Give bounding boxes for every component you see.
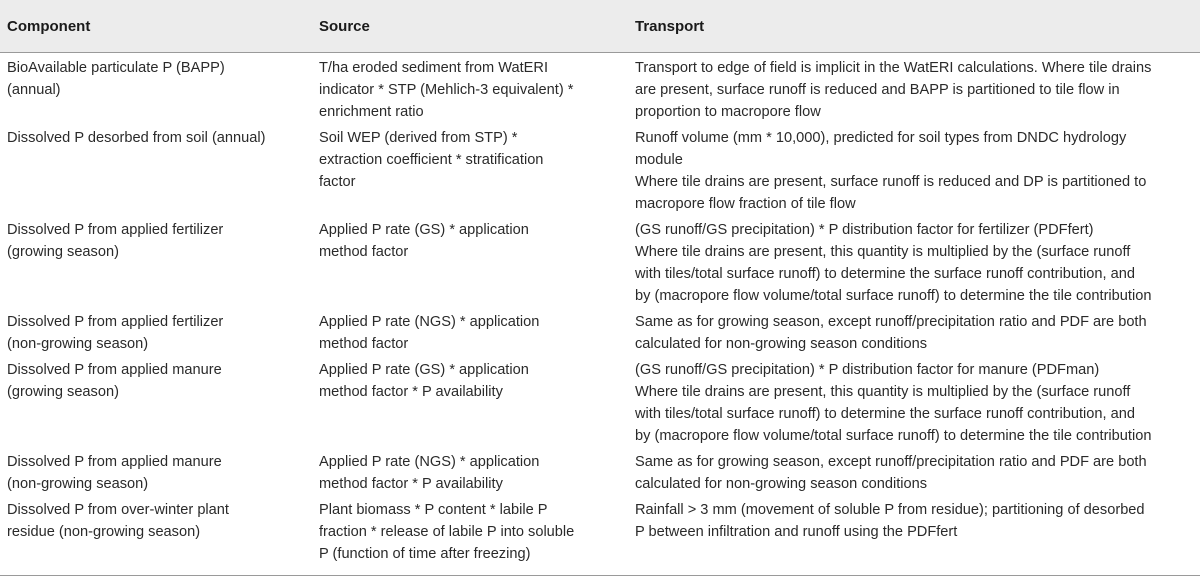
cell-text-line: factor	[319, 174, 356, 190]
cell-text-line: Transport to edge of field is implicit in the WatERI calculations. Where tile drains	[635, 60, 1152, 76]
cell-text-line: calculated for non-growing season conditions	[635, 476, 928, 492]
table-body	[0, 53, 1200, 567]
table-row	[0, 356, 1200, 448]
cell-text-line: method factor * P availability	[319, 384, 503, 400]
component-cell	[0, 216, 316, 308]
cell-text-line: Dissolved P from applied manure	[7, 454, 222, 470]
cell-text-line: Dissolved P from applied fertilizer	[7, 314, 224, 330]
cell-text-line: method factor	[319, 244, 409, 260]
header-source: Source	[316, 0, 632, 53]
cell-text-line: Runoff volume (mm * 10,000), predicted for soil types from DNDC hydrology	[635, 130, 1127, 146]
cell-text-line: Plant biomass * P content * labile P	[319, 502, 548, 518]
cell-text-line: are present, surface runoff is reduced and BAPP is partitioned to tile flow in	[635, 82, 1120, 98]
table-row	[0, 124, 1200, 216]
source-cell	[316, 53, 632, 125]
table-row	[0, 448, 1200, 496]
cell-text-line: method factor	[319, 336, 409, 352]
cell-text-line: (annual)	[7, 82, 61, 98]
cell-text-line: Applied P rate (NGS) * application	[319, 314, 540, 330]
component-cell	[0, 308, 316, 356]
header-component: Component	[0, 0, 316, 53]
table-row	[0, 308, 1200, 356]
cell-text-line: (GS runoff/GS precipitation) * P distribution factor for fertilizer (PDFfert)	[635, 222, 1094, 238]
table-row	[0, 496, 1200, 566]
cell-text-line: (growing season)	[7, 244, 119, 260]
cell-text-line: module	[635, 152, 683, 168]
header-row	[0, 0, 1200, 53]
cell-text-line: Dissolved P from over-winter plant	[7, 502, 229, 518]
cell-text-line: extraction coefficient * stratification	[319, 152, 544, 168]
component-cell	[0, 496, 316, 566]
cell-text-line: method factor * P availability	[319, 476, 503, 492]
header-transport: Transport	[632, 0, 1200, 53]
source-cell	[316, 356, 632, 448]
cell-text-line: macropore flow fraction of tile flow	[635, 196, 856, 212]
cell-text-line: P between infiltration and runoff using the PDFfert	[635, 524, 958, 540]
cell-text-line: Where tile drains are present, this quantity is multiplied by the (surface runoff	[635, 244, 1131, 260]
transport-cell	[632, 124, 1200, 216]
transport-cell	[632, 216, 1200, 308]
cell-text-line: enrichment ratio	[319, 104, 424, 120]
cell-text-line: with tiles/total surface runoff) to determine the surface runoff contribution, and	[635, 406, 1135, 422]
cell-text-line: Soil WEP (derived from STP) *	[319, 130, 518, 146]
source-cell	[316, 216, 632, 308]
cell-text-line: proportion to macropore flow	[635, 104, 821, 120]
cell-text-line: Applied P rate (NGS) * application	[319, 454, 540, 470]
source-cell	[316, 496, 632, 566]
source-cell	[316, 124, 632, 216]
source-cell	[316, 308, 632, 356]
component-cell	[0, 448, 316, 496]
transport-cell	[632, 53, 1200, 125]
component-cell	[0, 356, 316, 448]
cell-text-line: Applied P rate (GS) * application	[319, 222, 529, 238]
cell-text-line: with tiles/total surface runoff) to determine the surface runoff contribution, and	[635, 266, 1135, 282]
transport-cell	[632, 308, 1200, 356]
cell-text-line: P (function of time after freezing)	[319, 546, 531, 562]
table-row	[0, 53, 1200, 125]
transport-cell	[632, 356, 1200, 448]
cell-text-line: fraction * release of labile P into soluble	[319, 524, 575, 540]
cell-text-line: Rainfall > 3 mm (movement of soluble P from residue); partitioning of desorbed	[635, 502, 1145, 518]
cell-text-line: BioAvailable particulate P (BAPP)	[7, 60, 225, 76]
cell-text-line: Applied P rate (GS) * application	[319, 362, 529, 378]
cell-text-line: by (macropore flow volume/total surface runoff) to determine the tile contribution	[635, 428, 1152, 444]
transport-cell	[632, 496, 1200, 566]
component-cell	[0, 124, 316, 216]
cell-text-line: (GS runoff/GS precipitation) * P distribution factor for manure (PDFman)	[635, 362, 1100, 378]
table-row	[0, 216, 1200, 308]
cell-text-line: residue (non-growing season)	[7, 524, 201, 540]
cell-text-line: Same as for growing season, except runoff/precipitation ratio and PDF are both	[635, 314, 1147, 330]
cell-text-line: Dissolved P from applied manure	[7, 362, 222, 378]
cell-text-line: Dissolved P from applied fertilizer	[7, 222, 224, 238]
table-bottom-rule	[0, 575, 1200, 576]
cell-text-line: Same as for growing season, except runoff/precipitation ratio and PDF are both	[635, 454, 1147, 470]
component-cell	[0, 53, 316, 125]
cell-text-line: Where tile drains are present, this quantity is multiplied by the (surface runoff	[635, 384, 1131, 400]
cell-text-line: calculated for non-growing season conditions	[635, 336, 928, 352]
cell-text-line: indicator * STP (Mehlich-3 equivalent) *	[319, 82, 574, 98]
table-header	[0, 0, 1200, 53]
cell-text-line: (non-growing season)	[7, 336, 149, 352]
cell-text-line: T/ha eroded sediment from WatERI	[319, 60, 548, 76]
cell-text-line: Where tile drains are present, surface runoff is reduced and DP is partitioned to	[635, 174, 1147, 190]
source-cell	[316, 448, 632, 496]
cell-text-line: Dissolved P desorbed from soil (annual)	[7, 130, 266, 146]
cell-text-line: by (macropore flow volume/total surface runoff) to determine the tile contribution	[635, 288, 1152, 304]
cell-text-line: (non-growing season)	[7, 476, 149, 492]
cell-text-line: (growing season)	[7, 384, 119, 400]
transport-cell	[632, 448, 1200, 496]
